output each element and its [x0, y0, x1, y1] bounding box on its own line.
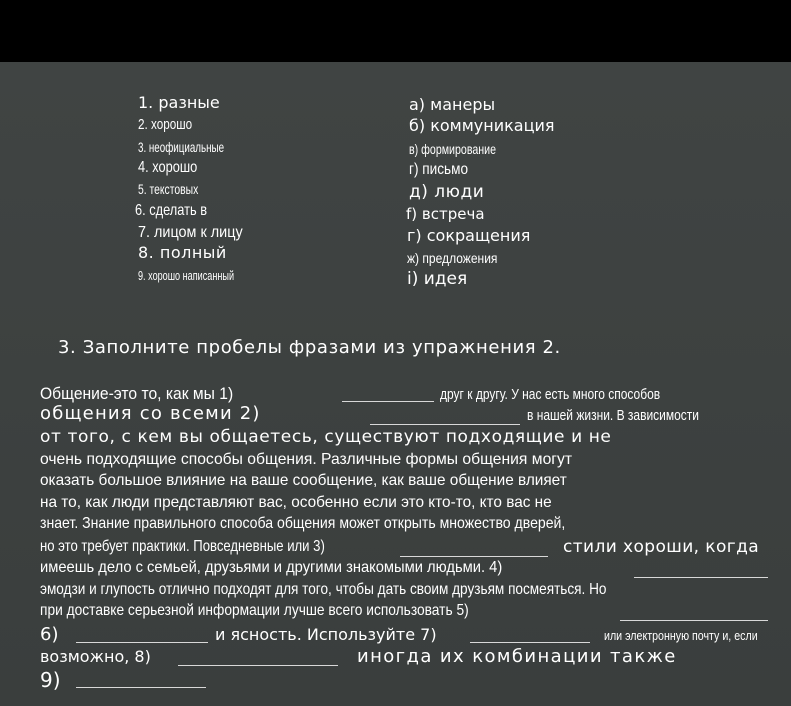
blank-6[interactable] [76, 642, 208, 643]
text-line-13b: иногда их комбинации также [357, 646, 677, 667]
left-item-9: 9. хорошо написанный [138, 268, 235, 283]
text-line-6: на то, как люди представляют вас, особенно если это кто-то, кто вас не [40, 494, 552, 511]
text-line-12c: или электронную почту и, если [604, 628, 758, 643]
blank-5[interactable] [620, 620, 768, 621]
left-item-3: 3. неофициальные [138, 139, 225, 155]
right-item-v: в) формирование [409, 141, 497, 157]
text-line-2a: общения со всеми 2) [40, 403, 261, 424]
right-item-i: i) идея [407, 269, 468, 289]
blank-1[interactable] [342, 401, 434, 402]
right-item-g: г) письмо [409, 161, 469, 178]
right-item-g2: г) сокращения [407, 226, 531, 245]
left-item-2: 2. хорошо [138, 116, 193, 133]
text-line-1b: друг к другу. У нас есть много способов [440, 386, 661, 403]
text-line-7: знает. Знание правильного способа общения может открыть множество дверей, [40, 515, 566, 532]
left-item-4: 4. хорошо [138, 159, 198, 176]
text-line-13a: возможно, 8) [40, 647, 151, 666]
right-item-d: д) люди [409, 182, 485, 202]
top-black-band [0, 0, 791, 62]
blank-2[interactable] [370, 424, 520, 425]
left-item-7: 7. лицом к лицу [138, 224, 243, 241]
blank-7[interactable] [470, 642, 590, 643]
text-line-8b: стили хороши, когда [563, 537, 760, 557]
text-line-12a: 6) [40, 624, 59, 645]
text-line-8a: но это требует практики. Повседневные или 3) [40, 538, 325, 555]
blank-9[interactable] [76, 687, 206, 688]
left-item-6: 6. сделать в [135, 202, 207, 219]
text-line-9: имеешь дело с семьей, друзьями и другими знакомыми людьми. 4) [40, 559, 503, 576]
right-item-zh: ж) предложения [407, 250, 498, 266]
text-line-2b: в нашей жизни. В зависимости [527, 407, 699, 424]
text-line-3: от того, с кем вы общаетесь, существуют подходящие и не [40, 427, 612, 447]
right-item-f: f) встреча [406, 205, 485, 223]
blank-3[interactable] [400, 556, 548, 557]
left-item-5: 5. текстовых [138, 181, 199, 197]
text-line-14: 9) [40, 668, 61, 692]
right-item-b: б) коммуникация [409, 116, 555, 135]
text-line-4: очень подходящие способы общения. Различные формы общения могут [40, 451, 573, 468]
left-item-1: 1. разные [138, 93, 220, 112]
text-line-10: эмодзи и глупость отлично подходят для того, чтобы дать своим друзьям посмеяться. Но [40, 581, 607, 598]
text-line-1a: Общение-это то, как мы 1) [40, 384, 234, 403]
text-line-11: при доставке серьезной информации лучше всего использовать 5) [40, 602, 469, 619]
right-item-a: а) манеры [409, 95, 496, 114]
blank-8[interactable] [178, 665, 338, 666]
text-line-12b: и ясность. Используйте 7) [215, 625, 437, 644]
blank-4[interactable] [634, 577, 768, 578]
text-line-5: оказать большое влияние на ваше сообщение, как ваше общение влияет [40, 472, 567, 489]
left-item-8: 8. полный [138, 243, 227, 262]
task-heading: 3. Заполните пробелы фразами из упражнения 2. [58, 337, 561, 358]
